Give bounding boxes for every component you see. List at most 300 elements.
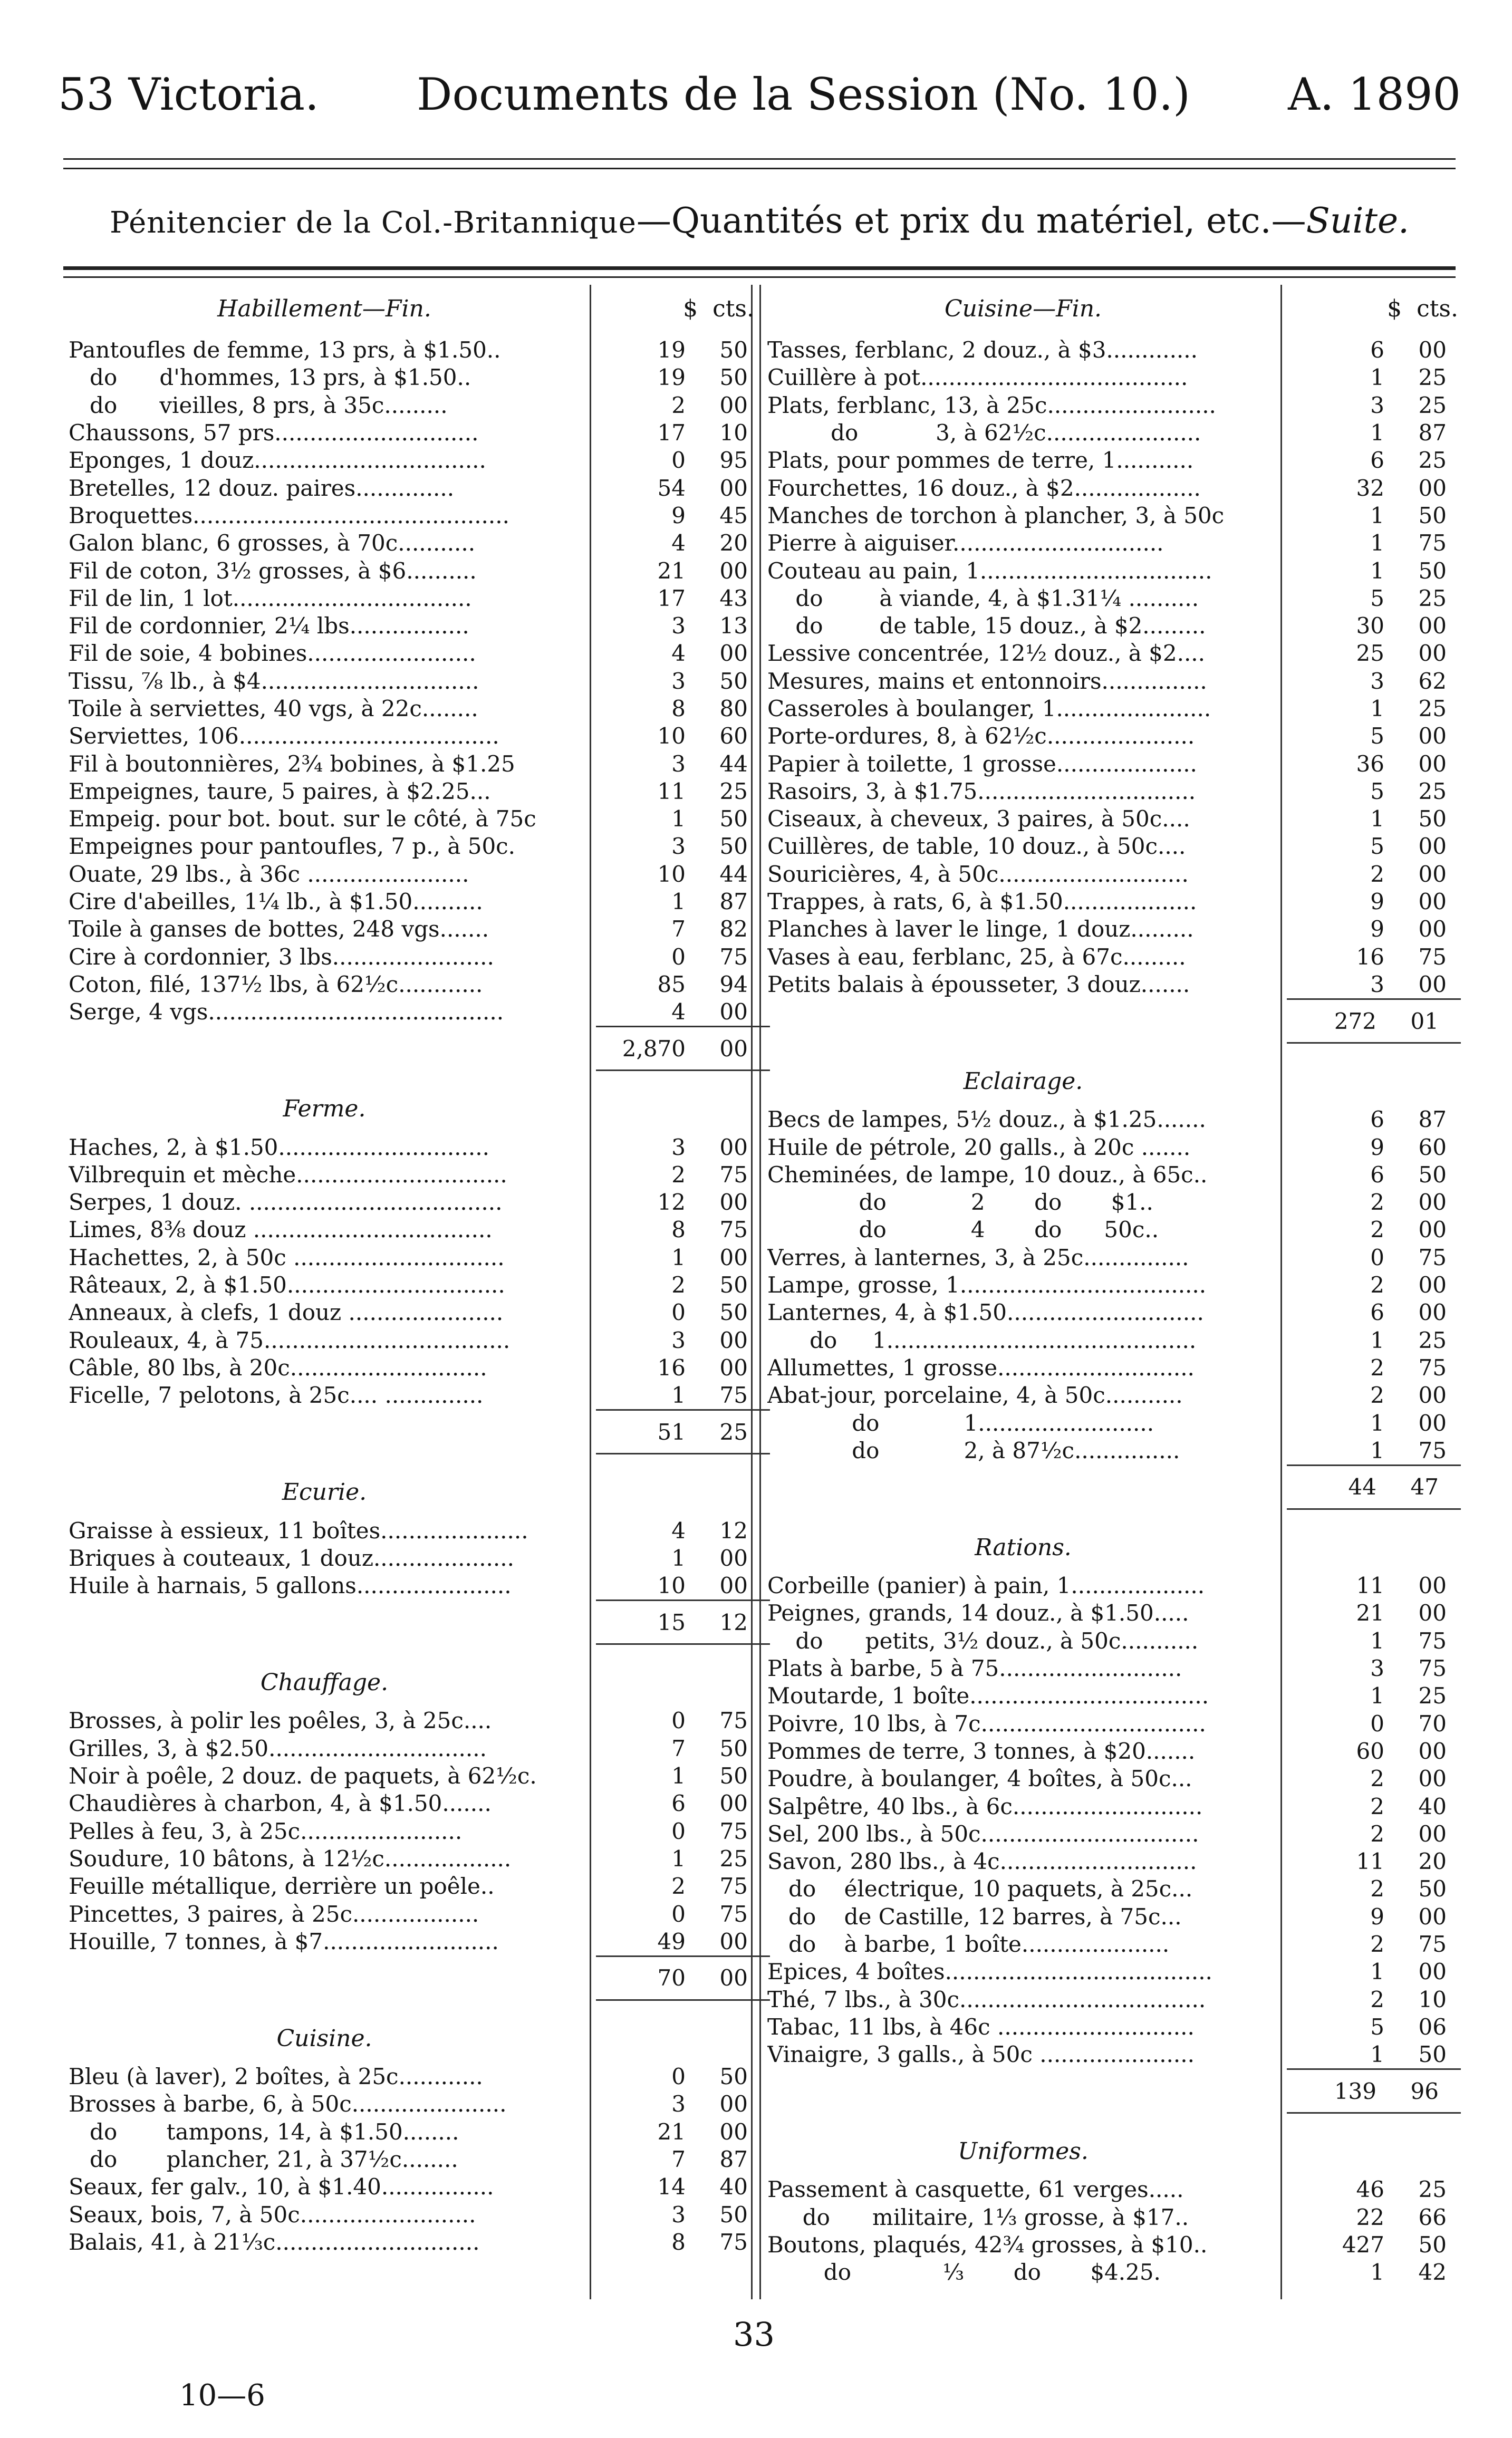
item-cents: 00 — [719, 1244, 748, 1270]
item-dollars: 36 — [1356, 750, 1384, 777]
item-description: do 4 do 50c.. — [767, 1217, 1159, 1243]
item-cents: 40 — [1418, 1793, 1447, 1819]
total-dollars: 51 — [657, 1419, 686, 1445]
table-row — [69, 750, 754, 777]
item-dollars: 1 — [671, 1545, 686, 1571]
item-cents: 75 — [719, 2229, 748, 2255]
table-row — [69, 1299, 754, 1326]
section-total — [596, 1955, 770, 1999]
item-dollars: 1 — [1370, 530, 1384, 556]
item-cents: 87 — [1418, 1106, 1447, 1133]
item-dollars: 3 — [671, 613, 686, 639]
table-row — [767, 1271, 1458, 1299]
table-row — [767, 1738, 1458, 1765]
item-dollars: 60 — [1356, 1738, 1384, 1764]
item-dollars: 0 — [1370, 1710, 1384, 1737]
table-row — [69, 1354, 754, 1382]
item-description: Soudure, 10 bâtons, à 12½c.................. — [69, 1845, 512, 1872]
section-heading — [69, 295, 754, 336]
item-description: Serge, 4 vgs.......................................... — [69, 999, 504, 1025]
subtitle-suite: Suite. — [1306, 200, 1410, 241]
item-cents: 40 — [719, 2174, 748, 2200]
item-cents: 60 — [719, 723, 748, 749]
item-dollars: 22 — [1356, 2204, 1384, 2230]
currency-header — [1300, 295, 1458, 322]
section-gap — [767, 1510, 1458, 1531]
subtitle-rule-thin — [63, 276, 1456, 278]
item-dollars: 6 — [1370, 1299, 1384, 1326]
table-row — [69, 1189, 754, 1216]
item-cents: 25 — [1418, 1683, 1447, 1709]
item-cents: 66 — [1418, 2204, 1447, 2230]
item-dollars: 2 — [1370, 1217, 1384, 1243]
table-row — [767, 447, 1458, 474]
table-row — [767, 1244, 1458, 1271]
item-dollars: 4 — [671, 999, 686, 1025]
item-description: Ouate, 29 lbs., à 36c ....................... — [69, 861, 469, 887]
header-center: Documents de la Session (No. 10.) — [417, 69, 1190, 120]
item-description: Balais, 41, à 21⅓c............................. — [69, 2229, 480, 2255]
table-row — [767, 1409, 1458, 1437]
item-cents: 00 — [1418, 1600, 1447, 1626]
item-cents: 20 — [1418, 1848, 1447, 1875]
section-gap — [767, 1044, 1458, 1065]
item-description: Empeignes pour pantoufles, 7 p., à 50c. — [69, 833, 516, 860]
item-cents: 50 — [1418, 806, 1447, 832]
section-title: Rations. — [975, 1534, 1072, 1561]
item-description: Tasses, ferblanc, 2 douz., à $3............. — [767, 337, 1198, 363]
item-cents: 25 — [1418, 364, 1447, 391]
table-row — [69, 1517, 754, 1544]
item-cents: 00 — [1418, 475, 1447, 501]
table-row — [69, 2090, 754, 2118]
item-description: Cire d'abeilles, 1¼ lb., à $1.50.......... — [69, 889, 483, 915]
item-description: Brosses à barbe, 6, à 50c...................... — [69, 2091, 507, 2117]
item-description: Toile à serviettes, 40 vgs, à 22c........ — [69, 696, 478, 721]
item-dollars: 0 — [1370, 1244, 1384, 1270]
item-description: Toile à ganses de bottes, 248 vgs....... — [69, 916, 489, 942]
item-dollars: 21 — [657, 557, 686, 584]
table-row — [69, 2118, 754, 2146]
item-description: do d'hommes, 13 prs, à $1.50.. — [69, 364, 471, 391]
item-cents: 00 — [719, 1189, 748, 1216]
table-row — [767, 1572, 1458, 1599]
total-dollars: 15 — [657, 1609, 686, 1635]
item-description: Empeignes, taure, 5 paires, à $2.25... — [69, 778, 491, 804]
item-description: Poivre, 10 lbs, à 7c................................ — [767, 1710, 1206, 1737]
item-cents: 06 — [1418, 2013, 1447, 2040]
table-row — [69, 336, 754, 364]
section-total — [596, 1409, 770, 1453]
item-description: do 1......................... — [767, 1410, 1154, 1436]
item-description: Moutarde, 1 boîte.................................. — [767, 1683, 1209, 1709]
item-dollars: 2 — [1370, 1931, 1384, 1957]
item-cents: 75 — [1418, 1354, 1447, 1381]
item-cents: 13 — [719, 613, 748, 639]
table-row — [767, 1627, 1458, 1655]
item-description: Casseroles à boulanger, 1...................... — [767, 696, 1211, 721]
table-row — [69, 1790, 754, 1817]
item-dollars: 11 — [1356, 1848, 1384, 1875]
item-cents: 75 — [1418, 1931, 1447, 1957]
table-row — [69, 916, 754, 943]
item-dollars: 1 — [671, 1244, 686, 1270]
table-row — [69, 1900, 754, 1928]
item-description: Porte-ordures, 8, à 62½c..................... — [767, 723, 1195, 749]
total-dollars: 139 — [1334, 2078, 1376, 2104]
item-description: Passement à casquette, 61 verges..... — [767, 2176, 1184, 2203]
table-row — [767, 1189, 1458, 1216]
section-gap — [767, 2114, 1458, 2135]
section-heading — [69, 2022, 754, 2063]
item-description: Petits balais à épousseter, 3 douz....... — [767, 971, 1190, 997]
item-dollars: 0 — [671, 447, 686, 474]
section-total — [1287, 998, 1461, 1042]
item-description: Salpêtre, 40 lbs., à 6c........................... — [767, 1793, 1203, 1819]
item-description: Souricières, 4, à 50c........................... — [767, 861, 1189, 887]
section-title: Ferme. — [283, 1095, 366, 1123]
item-cents: 25 — [1418, 778, 1447, 804]
item-dollars: 6 — [1370, 337, 1384, 363]
item-cents: 87 — [1418, 420, 1447, 446]
total-dollars: 44 — [1348, 1474, 1376, 1500]
cents-header: cts. — [1417, 295, 1458, 322]
item-dollars: 8 — [671, 2229, 686, 2255]
item-description: do 1............................................ — [767, 1327, 1197, 1353]
item-description: Râteaux, 2, à $1.50............................... — [69, 1272, 505, 1298]
table-row — [767, 1655, 1458, 1682]
table-row — [69, 557, 754, 584]
item-cents: 00 — [719, 999, 748, 1025]
item-cents: 00 — [1418, 1738, 1447, 1764]
item-dollars: 2 — [1370, 1189, 1384, 1216]
section-gap — [69, 1454, 754, 1476]
table-row — [767, 2231, 1458, 2259]
item-cents: 00 — [719, 392, 748, 418]
item-cents: 00 — [1418, 861, 1447, 887]
item-dollars: 9 — [1370, 916, 1384, 942]
item-description: do petits, 3½ douz., à 50c........... — [767, 1627, 1199, 1654]
table-row — [767, 1710, 1458, 1737]
item-description: do plancher, 21, à 37½c........ — [69, 2146, 458, 2172]
section-heading — [69, 1666, 754, 1707]
item-cents: 00 — [1418, 971, 1447, 997]
item-dollars: 19 — [657, 364, 686, 391]
item-cents: 20 — [719, 530, 748, 556]
item-description: Coton, filé, 137½ lbs, à 62½c............ — [69, 971, 483, 997]
item-dollars: 9 — [1370, 1903, 1384, 1930]
item-cents: 44 — [719, 861, 748, 887]
table-row — [767, 861, 1458, 888]
item-dollars: 1 — [1370, 1327, 1384, 1353]
item-cents: 00 — [719, 1573, 748, 1599]
table-row — [767, 1793, 1458, 1820]
item-dollars: 2 — [1370, 1820, 1384, 1847]
item-dollars: 5 — [1370, 2013, 1384, 2040]
item-dollars: 17 — [657, 585, 686, 611]
table-row — [767, 1133, 1458, 1161]
table-row — [767, 1848, 1458, 1875]
table-row — [69, 833, 754, 860]
item-description: Fil à boutonnières, 2¾ bobines, à $1.25 — [69, 750, 515, 777]
item-cents: 44 — [719, 750, 748, 777]
item-description: Pantoufles de femme, 13 prs, à $1.50.. — [69, 337, 501, 363]
page-header — [58, 69, 1461, 120]
item-dollars: 6 — [1370, 447, 1384, 474]
item-description: Fil de soie, 4 bobines........................ — [69, 640, 476, 667]
total-cents: 12 — [719, 1609, 748, 1635]
table-row — [767, 336, 1458, 364]
item-dollars: 3 — [671, 2091, 686, 2117]
table-row — [69, 722, 754, 750]
table-row — [767, 778, 1458, 805]
total-cents: 47 — [1410, 1474, 1439, 1500]
total-cents: 00 — [719, 1965, 748, 1991]
item-dollars: 3 — [671, 833, 686, 860]
table-row — [767, 529, 1458, 557]
dollar-header: $ — [1387, 295, 1402, 322]
item-dollars: 2 — [1370, 1986, 1384, 2012]
item-dollars: 3 — [671, 668, 686, 694]
item-cents: 00 — [1418, 1766, 1447, 1792]
item-description: Serpes, 1 douz. .................................... — [69, 1189, 503, 1216]
item-cents: 75 — [719, 1382, 748, 1409]
item-cents: 10 — [719, 420, 748, 446]
item-description: Cheminées, de lampe, 10 douz., à 65c.. — [767, 1161, 1208, 1188]
item-cents: 50 — [1418, 1161, 1447, 1188]
table-row — [69, 1133, 754, 1161]
item-dollars: 0 — [671, 2064, 686, 2090]
item-description: Manches de torchon à plancher, 3, à 50c — [767, 502, 1225, 528]
item-dollars: 0 — [671, 1818, 686, 1844]
section-total — [596, 1026, 770, 1069]
item-dollars: 3 — [1370, 668, 1384, 694]
section-gap — [69, 2001, 754, 2022]
item-cents: 00 — [719, 475, 748, 501]
section-total — [596, 1599, 770, 1643]
section-heading — [767, 1065, 1458, 1106]
item-dollars: 2 — [671, 1873, 686, 1900]
item-cents: 50 — [719, 337, 748, 363]
item-dollars: 2 — [1370, 1272, 1384, 1298]
item-description: Couteau au pain, 1................................. — [767, 557, 1212, 584]
table-row — [69, 943, 754, 971]
table-row — [69, 1735, 754, 1762]
item-cents: 10 — [1418, 1986, 1447, 2012]
item-cents: 75 — [719, 1901, 748, 1927]
item-dollars: 1 — [1370, 1627, 1384, 1654]
item-cents: 50 — [719, 364, 748, 391]
section-title: Cuisine. — [276, 2025, 372, 2052]
table-row — [767, 2204, 1458, 2231]
item-description: Trappes, à rats, 6, à $1.50................... — [767, 889, 1197, 915]
item-description: Graisse à essieux, 11 boîtes..................... — [69, 1517, 528, 1544]
item-dollars: 2 — [1370, 1382, 1384, 1409]
table-row — [69, 2173, 754, 2201]
item-dollars: 12 — [657, 1189, 686, 1216]
item-description: Sel, 200 lbs., à 50c............................... — [767, 1820, 1199, 1847]
table-row — [767, 1875, 1458, 1903]
item-dollars: 1 — [1370, 1683, 1384, 1709]
table-row — [767, 1437, 1458, 1464]
item-cents: 75 — [1418, 943, 1447, 970]
table-row — [767, 2013, 1458, 2041]
table-row — [69, 971, 754, 998]
item-description: Verres, à lanternes, 3, à 25c............... — [767, 1244, 1189, 1270]
item-dollars: 3 — [1370, 971, 1384, 997]
item-cents: 00 — [1418, 337, 1447, 363]
item-description: Becs de lampes, 5½ douz., à $1.25....... — [767, 1106, 1206, 1133]
item-cents: 00 — [1418, 916, 1447, 942]
table-row — [69, 447, 754, 474]
item-description: Briques à couteaux, 1 douz.................... — [69, 1545, 514, 1571]
item-cents: 00 — [1418, 613, 1447, 639]
item-cents: 50 — [1418, 1876, 1447, 1902]
table-row — [69, 529, 754, 557]
total-dollars: 70 — [657, 1965, 686, 1991]
item-description: Ficelle, 7 pelotons, à 25c.... .............. — [69, 1382, 484, 1409]
table-row — [69, 998, 754, 1026]
item-cents: 00 — [719, 640, 748, 667]
table-row — [69, 1707, 754, 1734]
item-cents: 25 — [719, 778, 748, 804]
table-row — [69, 888, 754, 916]
item-description: Lessive concentrée, 12½ douz., à $2.... — [767, 640, 1206, 667]
item-description: Empeig. pour bot. bout. sur le côté, à 75c — [69, 806, 536, 832]
item-description: Plats, ferblanc, 13, à 25c........................ — [767, 392, 1216, 418]
item-cents: 00 — [1418, 833, 1447, 860]
item-cents: 25 — [1418, 1327, 1447, 1353]
item-cents: 00 — [719, 557, 748, 584]
item-cents: 94 — [719, 971, 748, 997]
item-description: Eponges, 1 douz................................. — [69, 447, 486, 474]
item-dollars: 2 — [671, 392, 686, 418]
subtitle-rule-thick — [63, 266, 1456, 270]
item-cents: 45 — [719, 502, 748, 528]
item-cents: 25 — [1418, 696, 1447, 721]
item-cents: 12 — [719, 1517, 748, 1544]
right-column — [767, 295, 1458, 2287]
item-dollars: 9 — [1370, 1134, 1384, 1160]
item-cents: 75 — [719, 1708, 748, 1734]
item-description: Rasoirs, 3, à $1.75............................... — [767, 778, 1196, 804]
section-gap — [69, 1645, 754, 1666]
item-cents: 75 — [719, 1161, 748, 1188]
table-row — [767, 2259, 1458, 2286]
item-description: do ⅓ do $4.25. — [767, 2259, 1161, 2286]
item-dollars: 3 — [671, 2201, 686, 2228]
item-dollars: 16 — [1356, 943, 1384, 970]
item-description: Seaux, bois, 7, à 50c......................... — [69, 2201, 476, 2228]
section-heading — [767, 1531, 1458, 1572]
item-description: Cuillères, de table, 10 douz., à 50c.... — [767, 833, 1186, 860]
item-dollars: 7 — [671, 916, 686, 942]
item-dollars: 25 — [1356, 640, 1384, 667]
table-row — [767, 1682, 1458, 1710]
item-dollars: 6 — [1370, 1161, 1384, 1188]
item-cents: 00 — [719, 1545, 748, 1571]
item-description: Papier à toilette, 1 grosse.................... — [767, 750, 1197, 777]
table-row — [69, 805, 754, 833]
item-dollars: 0 — [671, 943, 686, 970]
item-description: Rouleaux, 4, à 75................................... — [69, 1327, 511, 1353]
item-dollars: 5 — [1370, 778, 1384, 804]
item-cents: 80 — [719, 696, 748, 721]
item-description: Fil de lin, 1 lot.................................. — [69, 585, 472, 611]
table-row — [767, 612, 1458, 640]
total-cents: 96 — [1410, 2078, 1439, 2104]
item-dollars: 3 — [671, 1134, 686, 1160]
item-cents: 00 — [1418, 1959, 1447, 1985]
item-cents: 00 — [1418, 1217, 1447, 1243]
item-description: Fourchettes, 16 douz., à $2.................. — [767, 475, 1201, 501]
item-description: Tissu, ⅞ lb., à $4............................... — [69, 668, 479, 694]
item-dollars: 4 — [671, 1517, 686, 1544]
table-row — [69, 1928, 754, 1955]
item-dollars: 7 — [671, 1735, 686, 1761]
item-description: Planches à laver le linge, 1 douz......... — [767, 916, 1194, 942]
table-row — [767, 1382, 1458, 1409]
item-description: Pelles à feu, 3, à 25c....................... — [69, 1818, 463, 1844]
item-description: Allumettes, 1 grosse............................ — [767, 1354, 1195, 1381]
item-dollars: 1 — [671, 1763, 686, 1789]
item-description: do 3, à 62½c...................... — [767, 420, 1201, 446]
item-dollars: 3 — [671, 1327, 686, 1353]
item-cents: 00 — [1418, 1299, 1447, 1326]
item-cents: 70 — [1418, 1710, 1447, 1737]
item-description: Feuille métallique, derrière un poêle.. — [69, 1873, 495, 1900]
item-dollars: 9 — [1370, 889, 1384, 915]
table-row — [69, 695, 754, 722]
table-row — [69, 392, 754, 419]
section-title: Eclairage. — [963, 1068, 1083, 1095]
item-description: Vilbrequin et mèche.............................. — [69, 1161, 507, 1188]
item-dollars: 8 — [671, 1217, 686, 1243]
item-dollars: 2 — [1370, 1793, 1384, 1819]
item-dollars: 11 — [657, 778, 686, 804]
item-dollars: 5 — [1370, 585, 1384, 611]
section-gap — [69, 1071, 754, 1092]
item-description: Huile de pétrole, 20 galls., à 20c ....... — [767, 1134, 1191, 1160]
item-cents: 75 — [1418, 1655, 1447, 1682]
item-dollars: 14 — [657, 2174, 686, 2200]
table-row — [767, 722, 1458, 750]
subtitle-main: —Quantités et prix du matériel, etc.— — [636, 200, 1306, 241]
item-dollars: 0 — [671, 1708, 686, 1734]
table-row — [69, 1216, 754, 1244]
item-cents: 25 — [1418, 447, 1447, 474]
item-cents: 25 — [1418, 585, 1447, 611]
item-description: Serviettes, 106..................................... — [69, 723, 499, 749]
item-cents: 00 — [1418, 1903, 1447, 1930]
item-description: Cire à cordonnier, 3 lbs....................... — [69, 943, 494, 970]
item-cents: 00 — [719, 1134, 748, 1160]
item-dollars: 32 — [1356, 475, 1384, 501]
item-dollars: 1 — [1370, 806, 1384, 832]
item-description: Corbeille (panier) à pain, 1................... — [767, 1573, 1205, 1599]
item-dollars: 1 — [671, 1845, 686, 1872]
subtitle-institution: Pénitencier de la Col.-Britannique — [109, 206, 637, 240]
table-row — [767, 668, 1458, 695]
item-dollars: 3 — [671, 750, 686, 777]
item-description: Pommes de terre, 3 tonnes, à $20....... — [767, 1738, 1196, 1764]
total-dollars: 2,870 — [622, 1035, 686, 1062]
item-dollars: 3 — [1370, 1655, 1384, 1682]
header-rule-thin-2 — [63, 168, 1456, 169]
item-dollars: 1 — [1370, 502, 1384, 528]
table-row — [767, 1106, 1458, 1133]
item-dollars: 1 — [1370, 557, 1384, 584]
